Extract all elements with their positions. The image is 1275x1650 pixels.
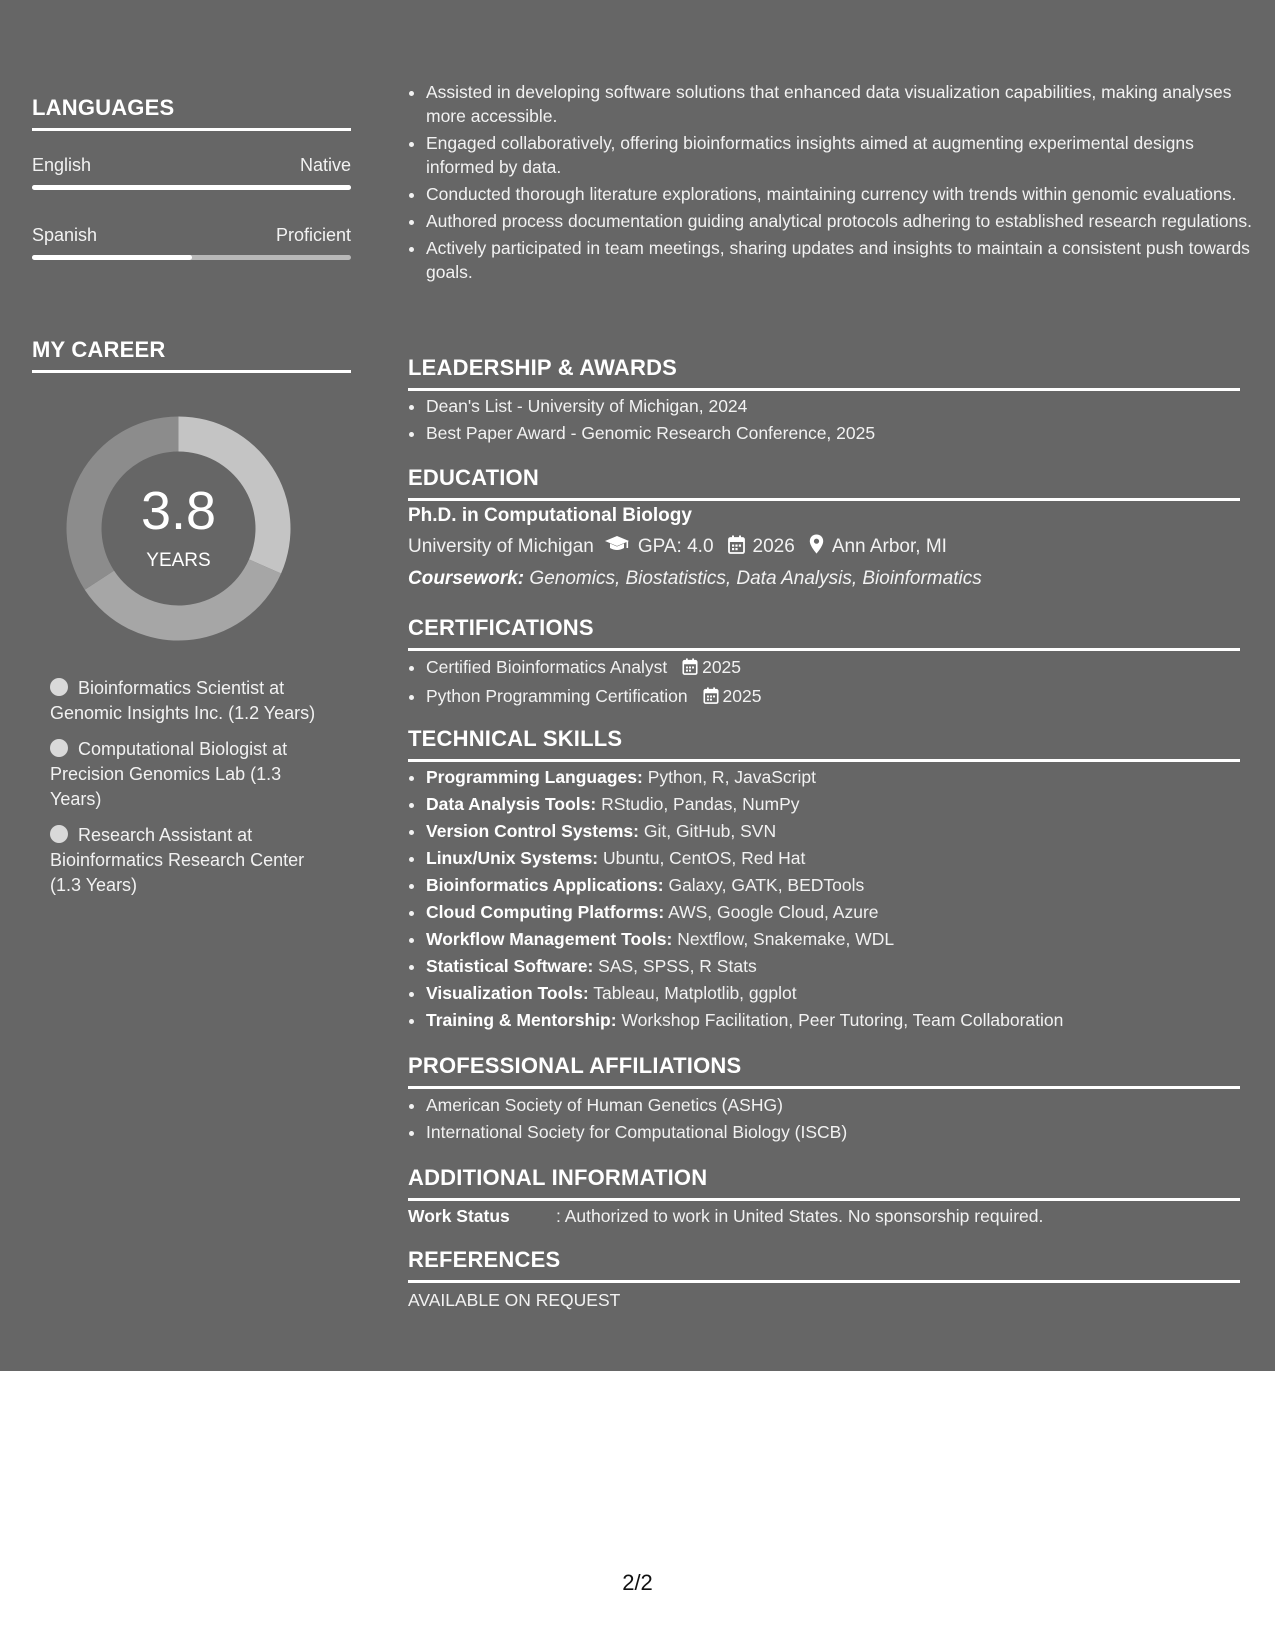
education-title: EDUCATION — [408, 465, 1240, 501]
career-legend — [50, 676, 320, 909]
calendar-icon — [703, 685, 719, 712]
affiliations-title: PROFESSIONAL AFFILIATIONS — [408, 1053, 1240, 1089]
certification-year: 2025 — [702, 657, 742, 677]
list-item: • Dean's List - University of Michigan, 2024 — [426, 393, 1258, 420]
language-bar-fill — [32, 185, 351, 190]
coursework-list: Genomics, Biostatistics, Data Analysis, Bioinformatics — [529, 568, 982, 589]
list-item: • Conducted thorough literature explorations, maintaining currency with trends within genomic evaluations. — [426, 182, 1258, 206]
list-item: • Authored process documentation guiding analytical protocols adhering to established research regulations. — [426, 209, 1258, 233]
skill-label: Visualization Tools: — [426, 983, 589, 1003]
language-item-spanish — [32, 225, 351, 260]
skill-value: Python, R, JavaScript — [647, 767, 816, 787]
list-item: • Assisted in developing software solutions that enhanced data visualization capabilities, making analyses more accessible. — [426, 80, 1258, 128]
list-item: • Engaged collaboratively, offering bioinformatics insights aimed at augmenting experimental designs informed by data. — [426, 131, 1258, 179]
education-details — [408, 534, 1240, 560]
career-item-text: Bioinformatics Scientist at Genomic Insights Inc. (1.2 Years) — [50, 678, 316, 723]
experience-bullets — [408, 80, 1258, 287]
skill-label: Statistical Software: — [426, 956, 594, 976]
references-title: REFERENCES — [408, 1247, 1240, 1283]
page-number: 2/2 — [622, 1570, 653, 1595]
skill-value: Workshop Facilitation, Peer Tutoring, Team Collaboration — [621, 1010, 1064, 1030]
list-item — [426, 683, 1258, 712]
skill-value: SAS, SPSS, R Stats — [598, 956, 757, 976]
career-total-years: 3.8 — [140, 481, 217, 541]
certifications-list — [408, 654, 1258, 712]
calendar-icon — [728, 535, 745, 560]
languages-title: LANGUAGES — [32, 95, 351, 131]
skills-list — [408, 764, 1258, 1034]
graduation-year: 2026 — [752, 536, 795, 557]
degree-title: Ph.D. in Computational Biology — [408, 505, 692, 526]
gpa: GPA: 4.0 — [637, 536, 714, 557]
school-location: Ann Arbor, MI — [831, 536, 947, 557]
career-item-text: Research Assistant at Bioinformatics Research Center (1.3 Years) — [50, 825, 305, 895]
career-item-text: Computational Biologist at Precision Genomics Lab (1.3 Years) — [50, 739, 288, 809]
donut-center — [66, 416, 291, 641]
skill-label: Cloud Computing Platforms: — [426, 902, 665, 922]
language-bar — [32, 185, 351, 190]
skill-label: Version Control Systems: — [426, 821, 639, 841]
language-bar — [32, 255, 351, 260]
list-item: • American Society of Human Genetics (ASHG) — [426, 1092, 1258, 1119]
certification-name: Python Programming Certification — [426, 686, 688, 706]
coursework — [408, 568, 1240, 590]
leadership-list — [408, 393, 1258, 447]
skill-label: Training & Mentorship: — [426, 1010, 617, 1030]
additional-title: ADDITIONAL INFORMATION — [408, 1165, 1240, 1201]
work-status-label: Work Status — [408, 1206, 510, 1226]
language-name: Spanish — [32, 225, 98, 245]
list-item: • Actively participated in team meetings, sharing updates and insights to maintain a consistent push towards goals. — [426, 236, 1258, 284]
list-item — [426, 899, 1258, 926]
skill-value: AWS, Google Cloud, Azure — [668, 902, 879, 922]
list-item — [426, 1007, 1258, 1034]
language-level: Native — [299, 155, 351, 175]
coursework-label: Coursework: — [408, 568, 525, 589]
skill-value: Ubuntu, CentOS, Red Hat — [603, 848, 806, 868]
list-item — [426, 980, 1258, 1007]
affiliations-list — [408, 1092, 1258, 1146]
certifications-title: CERTIFICATIONS — [408, 615, 1240, 651]
legend-dot-icon — [50, 825, 68, 843]
skill-label: Workflow Management Tools: — [426, 929, 673, 949]
list-item: • Best Paper Award - Genomic Research Conference, 2025 — [426, 420, 1258, 447]
education-entry — [408, 505, 1240, 590]
career-title: MY CAREER — [32, 337, 351, 373]
list-item — [426, 654, 1258, 683]
list-item — [426, 791, 1258, 818]
list-item: • International Society for Computational Biology (ISCB) — [426, 1119, 1258, 1146]
career-item — [50, 676, 320, 726]
skill-value: Tableau, Matplotlib, ggplot — [593, 983, 797, 1003]
certification-year: 2025 — [722, 686, 762, 706]
career-item — [50, 823, 320, 898]
language-item-english — [32, 155, 351, 190]
graduation-cap-icon — [604, 535, 630, 559]
skill-label: Linux/Unix Systems: — [426, 848, 599, 868]
location-pin-icon — [809, 534, 824, 560]
career-years-label: YEARS — [146, 550, 211, 571]
list-item — [426, 845, 1258, 872]
skill-label: Bioinformatics Applications: — [426, 875, 664, 895]
list-item — [426, 872, 1258, 899]
skill-value: Git, GitHub, SVN — [643, 821, 777, 841]
certification-name: Certified Bioinformatics Analyst — [426, 657, 668, 677]
list-item — [426, 764, 1258, 791]
skill-value: Galaxy, GATK, BEDTools — [668, 875, 865, 895]
list-item — [426, 818, 1258, 845]
work-status-value: : Authorized to work in United States. No sponsorship required. — [556, 1206, 1044, 1226]
references-text: AVAILABLE ON REQUEST — [408, 1290, 621, 1310]
calendar-icon — [682, 656, 698, 683]
school-name: University of Michigan — [408, 536, 594, 557]
language-level: Proficient — [275, 225, 351, 245]
skills-title: TECHNICAL SKILLS — [408, 726, 1240, 762]
list-item — [426, 926, 1258, 953]
skill-label: Data Analysis Tools: — [426, 794, 597, 814]
career-item — [50, 737, 320, 812]
skill-label: Programming Languages: — [426, 767, 643, 787]
skill-value: Nextflow, Snakemake, WDL — [677, 929, 895, 949]
legend-dot-icon — [50, 739, 68, 757]
career-donut-chart — [66, 416, 291, 641]
skill-value: RStudio, Pandas, NumPy — [601, 794, 800, 814]
language-bar-fill — [32, 255, 192, 260]
language-name: English — [32, 155, 92, 175]
list-item — [426, 953, 1258, 980]
legend-dot-icon — [50, 678, 68, 696]
leadership-title: LEADERSHIP & AWARDS — [408, 355, 1240, 391]
work-status-row — [408, 1206, 1240, 1227]
